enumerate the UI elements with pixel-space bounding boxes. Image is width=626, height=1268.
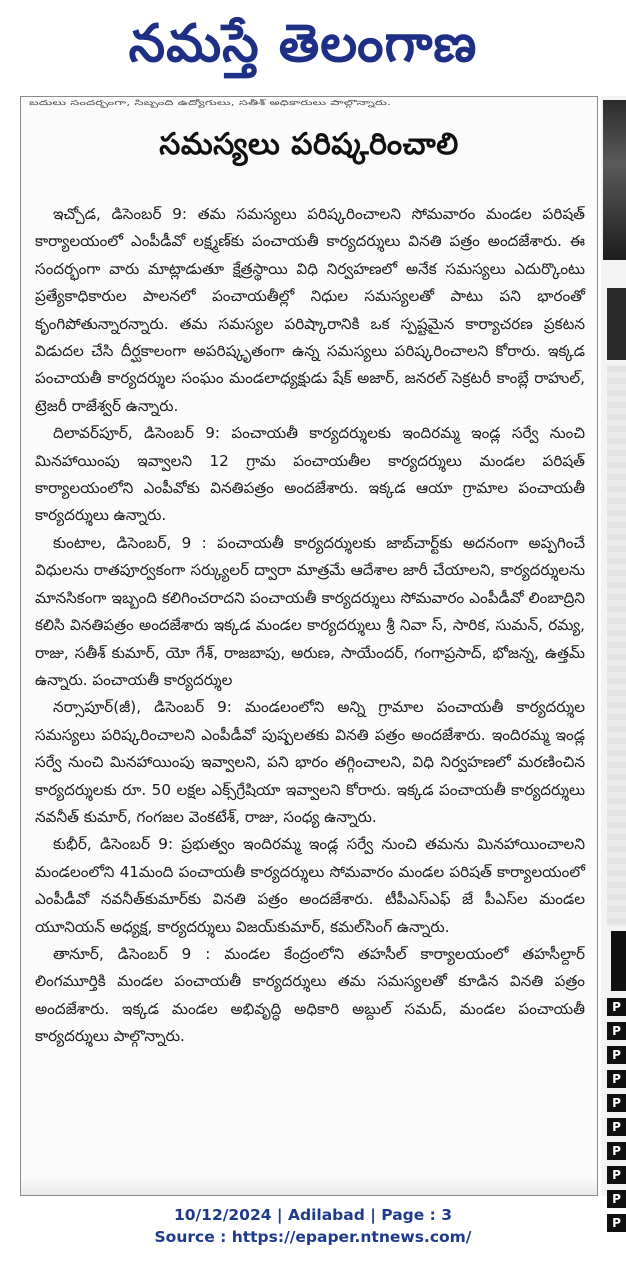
article-body: [35, 201, 585, 1051]
article-paragraph-tanur: తానూర్, డిసెంబర్ 9 : మండల కేంద్రంలోని తహసీల్ కార్యాలయంలో తహసీల్దార్ లింగమూర్తికి మండల పంచాయతీ కార్యదర్శులు తమ సమస్యలతో కూడిన వినతి పత్రం అందజేశారు. ఇక్కడ మండల అభివృద్ధి అధికారి అబ్దుల్ సమద్, మండల పంచాయతీ కార్యదర్శులు పాల్గొన్నారు.: [35, 944, 585, 1046]
adjacent-page-strip: [601, 96, 626, 1230]
previous-article-cut-line: బదులు సందర్భంగా, సిబ్బంది ఉద్యోగులు, సతీశ్ అధికారులు పాల్గొన్నారు.: [29, 99, 392, 108]
adjacent-dark-block: [607, 288, 626, 360]
adjacent-photo: [603, 100, 626, 260]
adjacent-text-block: [607, 366, 626, 926]
article-paragraph-ichoda: ఇచ్చోడ, డిసెంబర్ 9: తమ సమస్యలు పరిష్కరించాలని సోమవారం మండల పరిషత్ కార్యాలయంలో ఎంపీడీవో లక్ష్మణ్‌కు పంచాయతీ కార్యదర్శులు వినతి పత్రం అందజేశారు. ఈ సందర్భంగా వారు మాట్లాడుతూ క్షేత్రస్థాయి విధి నిర్వహణలో అనేక సమస్యలు ఎదుర్కొంటు ప్రత్యేకాధికారుల పాలనలో పంచాయతీల్లో నిధుల సమస్యలతో పాటు పని భారంతో కృంగిపోతున్నారన్నారు. తమ సమస్యల పరిష్కారానికి ఒక స్పష్టమైన కార్యాచరణ ప్రకటన విడుదల చేసి దీర్ఘకాలంగా అపరిష్కృతంగా ఉన్న సమస్యలు పరిష్కరించాలని కోరారు. ఇక్కడ పంచాయతీ కార్యదర్శుల సంఘం మండలాధ్యక్షుడు షేక్ అజార్, జనరల్ సెక్రటరీ కాంబ్లే రాహుల్, ట్రెజరీ రాజేశ్వర్ ఉన్నారు.: [35, 205, 585, 415]
article-paragraph-kuntala: కుంటాల, డిసెంబర్, 9 : పంచాయతీ కార్యదర్శులకు జాబ్‌చార్ట్‌కు అదనంగా అప్పగించే విధులను రాతపూర్వకంగా సర్క్యులర్ ద్వారా మాత్రమే ఆదేశాల జారీ చేయాలని, కార్యదర్శులను మానసికంగా ఇబ్బంది కలిగించరాదని పంచాయతీ కార్యదర్శులు సోమవారం ఎంపీడీవో లింబాద్రిని కలిసి వినతిపత్రం అందజేశారు ఇక్కడ మండల కార్యదర్శులు శ్రీ నివా స్, సారిక, సుమన్, రమ్య, రాజు, సతీశ్ కుమార్, యో గేశ్, రాజబాపు, అరుణ, సాయేందర్, గంగాప్రసాద్, భోజన్న, ఉత్తమ్ ఉన్నారు. పంచాయతీ కార్యదర్శుల: [35, 533, 585, 689]
masthead: [0, 0, 626, 100]
news-clipping: [20, 96, 598, 1196]
edition-info: 10/12/2024 | Adilabad | Page : 3: [173, 1206, 453, 1224]
adjacent-letter: P: [607, 1214, 626, 1232]
source-link[interactable]: Source : https://epaper.ntnews.com/: [154, 1228, 472, 1246]
adjacent-letter: P: [607, 1190, 626, 1208]
article-headline: సమస్యలు పరిష్కరించాలి: [159, 127, 459, 162]
newspaper-logo: నమస్తే తెలంగాణ: [128, 13, 478, 74]
adjacent-letter: P: [607, 998, 626, 1016]
article-paragraph-kubheer: కుభీర్, డిసెంబర్ 9: ప్రభుత్వం ఇందిరమ్మ ఇండ్ల సర్వే నుంచి తమను మినహాయించాలని మండలంలోని 41మంది పంచాయతీ కార్యదర్శులు సోమవారం మండల పరిషత్ కార్యాలయంలో ఎంపీడీవో నవనీత్‌కుమార్‌కు వినతి పత్రం అందజేశారు. టీపీఎస్ఎఫ్ జే పీఎస్‌ల మండల యూనియన్ అధ్యక్ష, కార్యదర్శులు విజయ్‌కుమార్, కమల్‌సింగ్ ఉన్నారు.: [35, 835, 585, 936]
adjacent-letter: P: [607, 1118, 626, 1136]
adjacent-letter: P: [607, 1094, 626, 1112]
page-footer: [0, 1204, 626, 1248]
adjacent-letter: P: [607, 1166, 626, 1184]
adjacent-letter: P: [607, 1070, 626, 1088]
adjacent-black-block: [611, 931, 626, 991]
article-paragraph-narsapur: నర్సాపూర్(జీ), డిసెంబర్ 9: మండలంలోని అన్ని గ్రామాల పంచాయతీ కార్యదర్శుల సమస్యలు పరిష్కరించాలని ఎంపీడీవో పుష్పలతకు వినతి పత్రం అందజేశారు. ఇందిరమ్మ ఇండ్ల సర్వే నుంచి మినహాయింపు ఇవ్వాలని, పని భారం తగ్గించాలని, విధి నిర్వహణలో మరణించిన కార్యదర్శులకు రూ. 50 లక్షల ఎక్స్‌గ్రేషియా ఇవ్వాలని కోరారు. ఇక్కడ పంచాయతీ కార్యదర్శులు నవనీత్ కుమార్, గంగజల వెంకటేశ్, రాజు, సంధ్య ఉన్నారు.: [35, 698, 585, 826]
article-paragraph-dilawarpur: దిలావర్‌పూర్, డిసెంబర్ 9: పంచాయతీ కార్యదర్శులకు ఇందిరమ్మ ఇండ్ల సర్వే నుంచి మినహాయింపు ఇవ్వాలని 12 గ్రామ పంచాయతీల కార్యదర్శులు మండల పరిషత్ కార్యాలయంలోని ఎంపీవోకు వినతిపత్రం అందజేశారు. ఇక్కడ ఆయా గ్రామాల పంచాయతీ కార్యదర్శులు ఉన్నారు.: [35, 424, 585, 525]
adjacent-letter: P: [607, 1142, 626, 1160]
adjacent-letter: P: [607, 1022, 626, 1040]
adjacent-letter: P: [607, 1046, 626, 1064]
clipping-bottom-edge: [21, 1177, 597, 1195]
